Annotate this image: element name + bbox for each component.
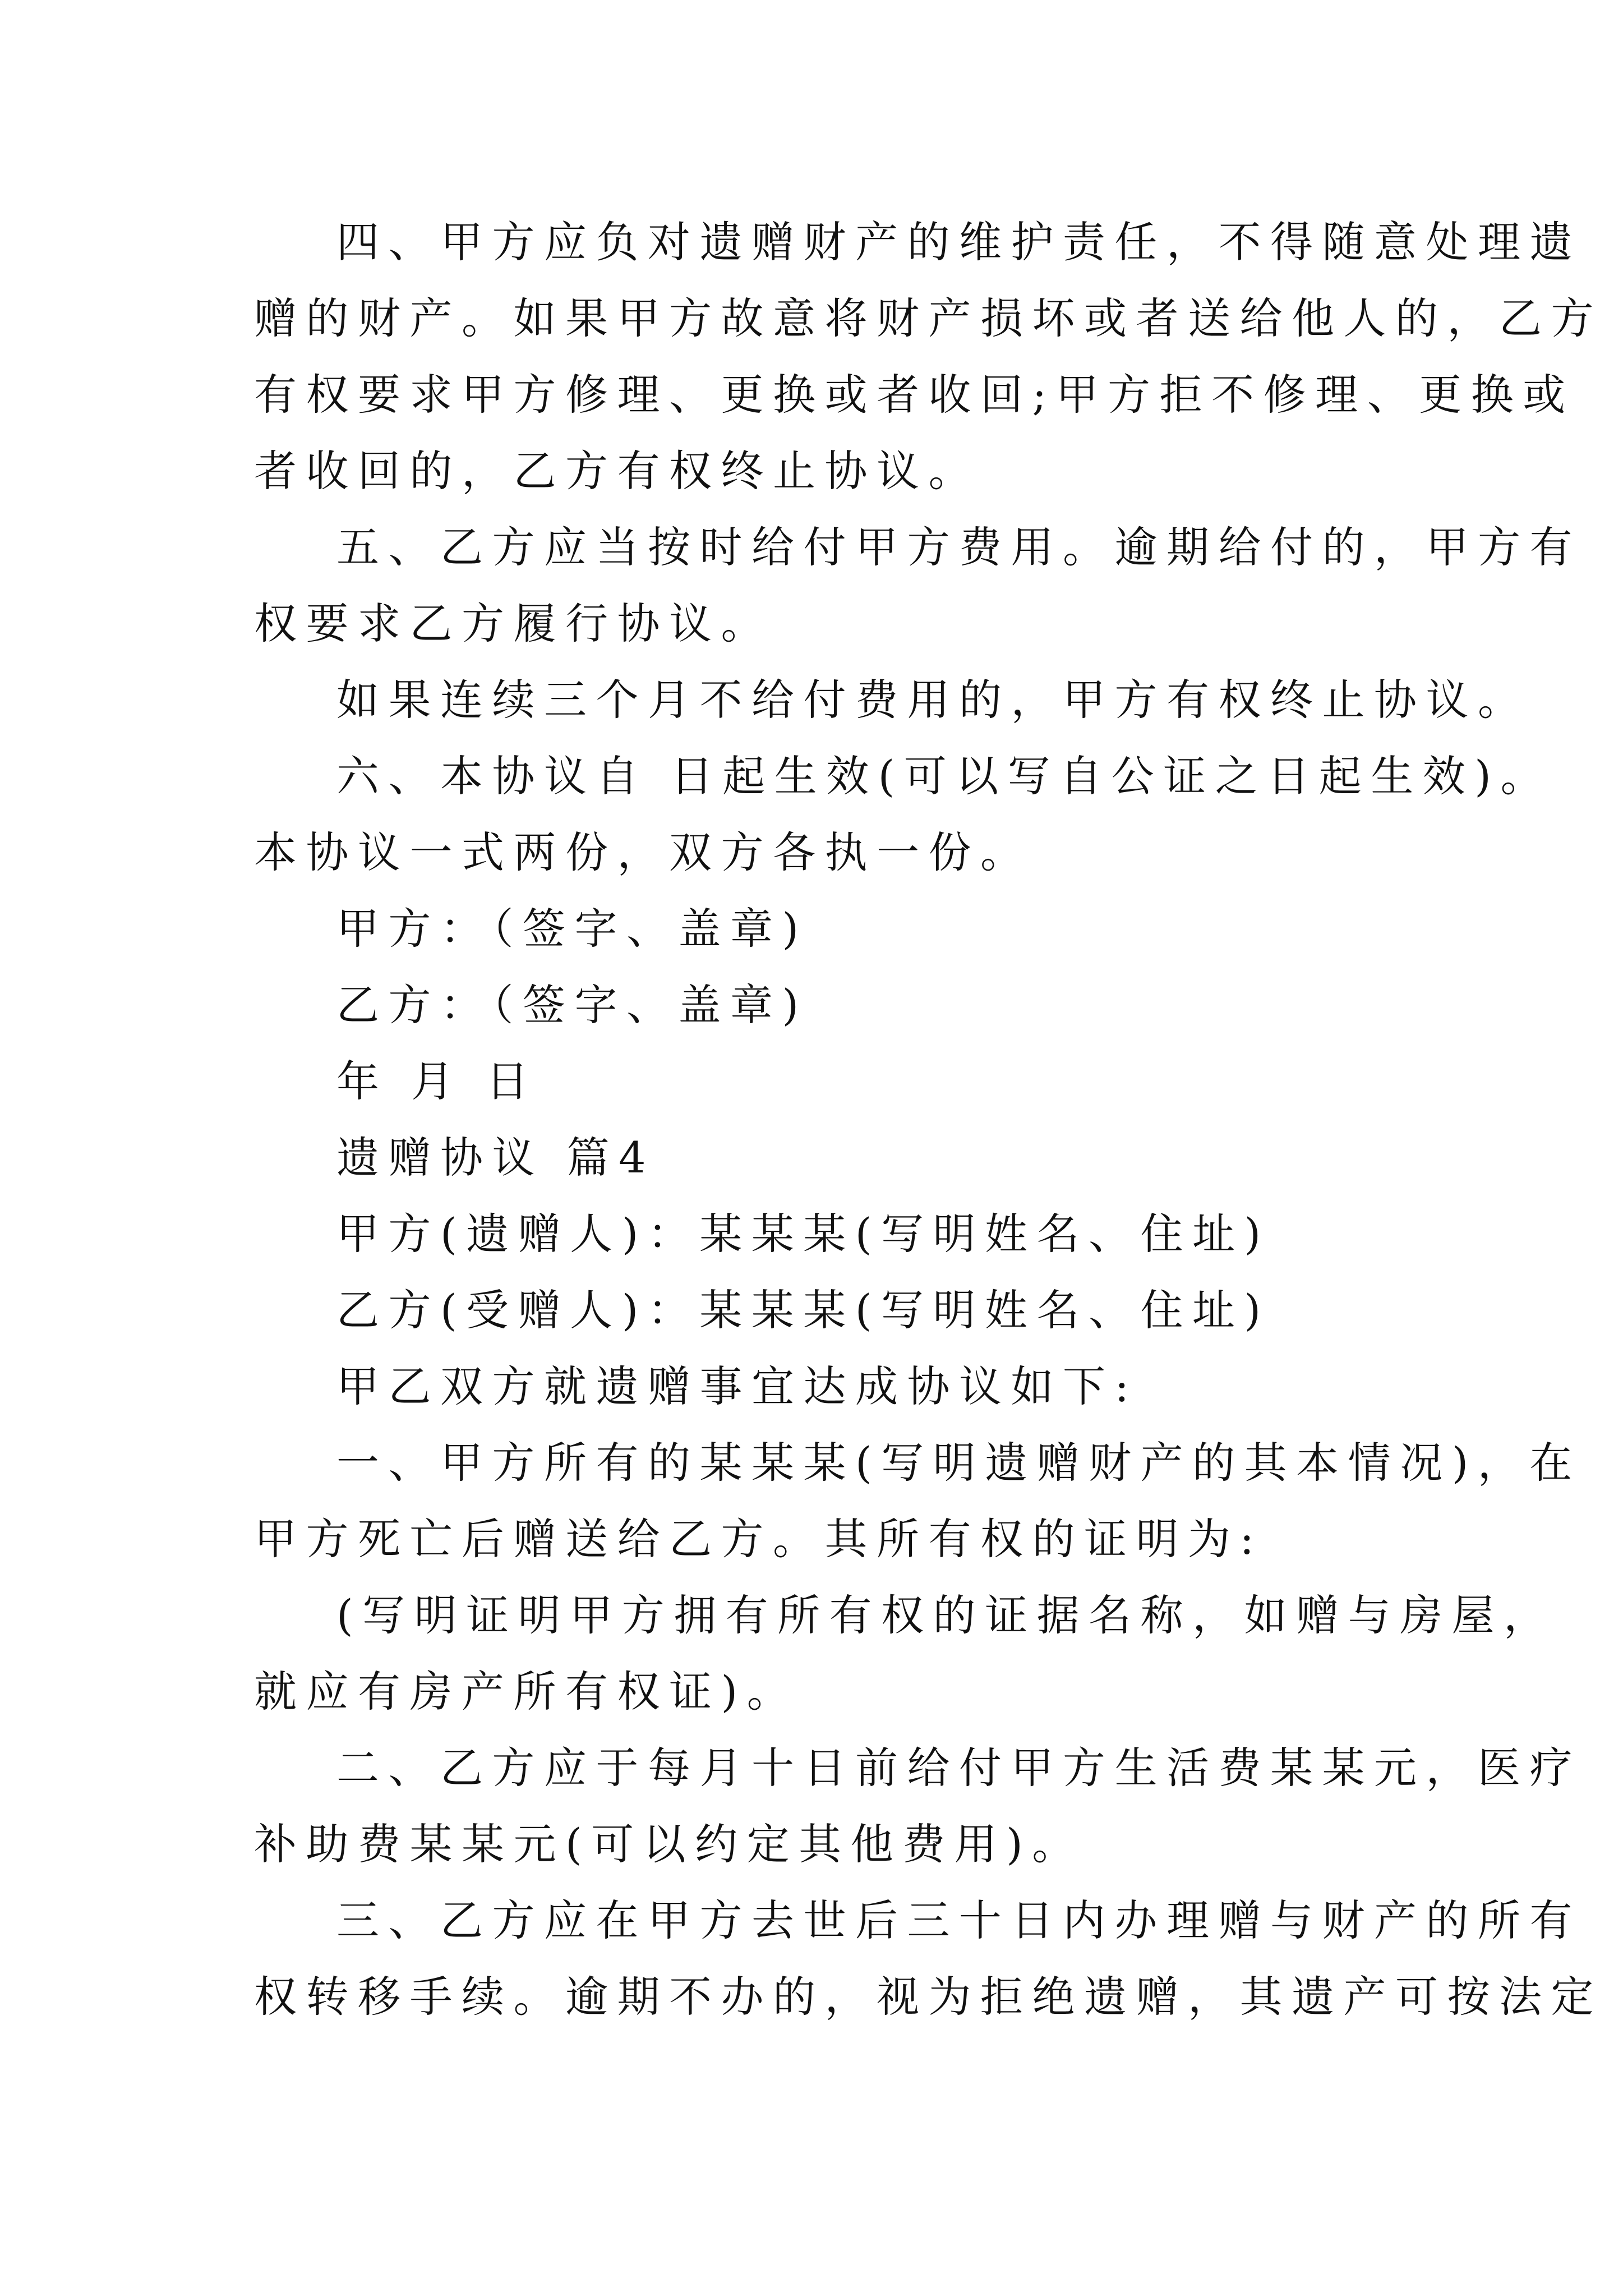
text-line: 甲方：（签字、盖章) (336, 904, 808, 954)
text-line: 本协议一式两份，双方各执一份。 (254, 827, 1032, 877)
text-line: 权要求乙方履行协议。 (254, 599, 773, 648)
text-line: 就应有房产所有权证)。 (254, 1667, 799, 1717)
text-line: 如果连续三个月不给付费用的，甲方有权终止协议。 (336, 675, 1530, 725)
text-line: 者收回的，乙方有权终止协议。 (254, 446, 980, 496)
text-line: 甲乙双方就遗赠事宜达成协议如下: (336, 1361, 1138, 1411)
section-heading: 遗赠协议 篇4 (336, 1133, 656, 1182)
text-line: 有权要求甲方修理、更换或者收回;甲方拒不修理、更换或 (254, 370, 1575, 420)
text-line: 五、乙方应当按时给付甲方费用。逾期给付的，甲方有 (336, 522, 1581, 572)
text-line: 四、甲方应负对遗赠财产的维护责任，不得随意处理遗 (336, 217, 1581, 267)
text-line: 乙方：（签字、盖章) (336, 980, 808, 1030)
text-line: 补助费某某元(可以约定其他费用)。 (254, 1819, 1084, 1869)
text-line: 甲方(遗赠人)：某某某(写明姓名、住址) (336, 1209, 1270, 1259)
text-line: 赠的财产。如果甲方故意将财产损坏或者送给他人的，乙方 (254, 293, 1603, 343)
text-line: (写明证明甲方拥有所有权的证据名称，如赠与房屋， (336, 1590, 1556, 1640)
text-line: 乙方(受赠人)：某某某(写明姓名、住址) (336, 1285, 1270, 1335)
text-line: 六、本协议自 日起生效(可以写自公证之日起生效)。 (336, 751, 1552, 801)
text-line: 甲方死亡后赠送给乙方。其所有权的证明为: (254, 1514, 1264, 1564)
text-line: 权转移手续。逾期不办的，视为拒绝遗赠，其遗产可按法定 (254, 1972, 1603, 2022)
text-line: 年 月 日 (336, 1056, 538, 1106)
text-line: 一、甲方所有的某某某(写明遗赠财产的其本情况)，在 (336, 1438, 1581, 1488)
text-line: 二、乙方应于每月十日前给付甲方生活费某某元，医疗 (336, 1743, 1581, 1793)
text-line: 三、乙方应在甲方去世后三十日内办理赠与财产的所有 (336, 1895, 1581, 1945)
